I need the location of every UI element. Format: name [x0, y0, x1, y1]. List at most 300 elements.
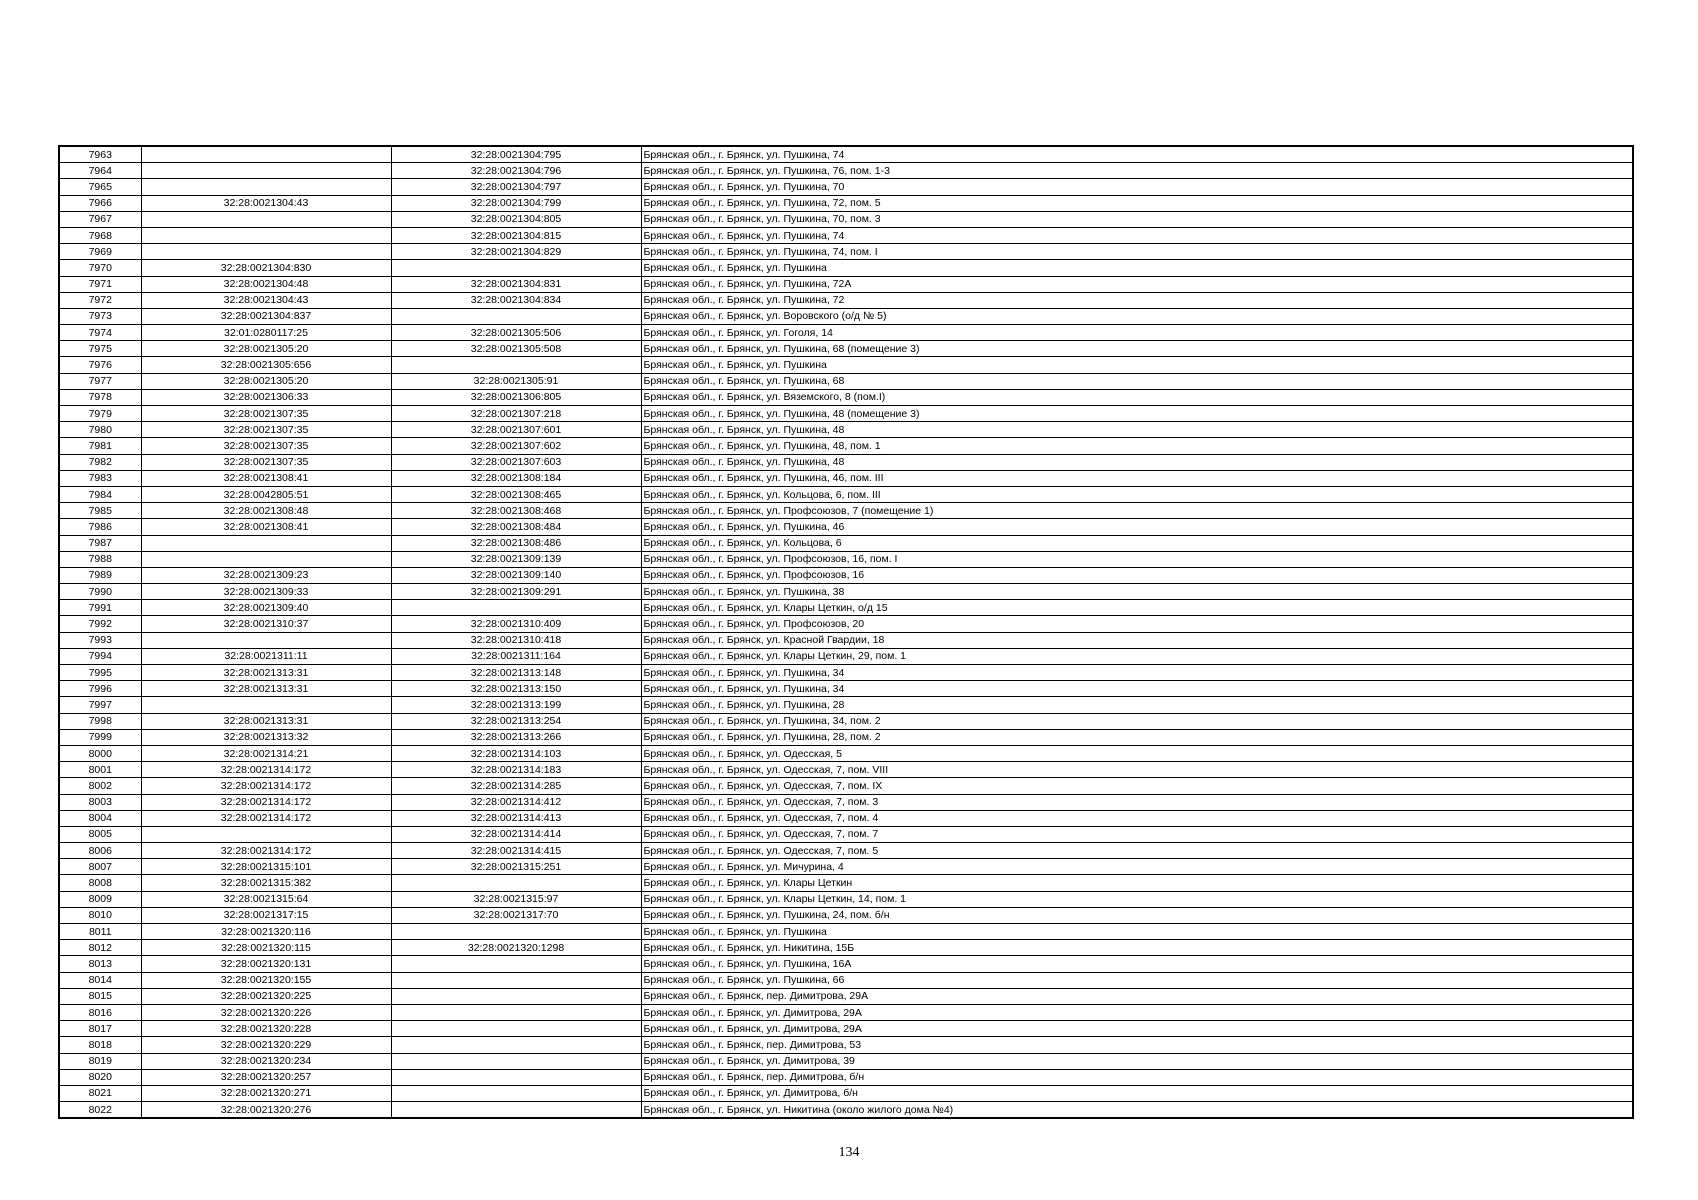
cadastral-number-cell: 32:28:0021309:291 — [391, 584, 641, 600]
table-row — [59, 1037, 1633, 1053]
parent-cadastral-number-cell: 32:28:0021320:229 — [141, 1037, 391, 1053]
table-row — [59, 406, 1633, 422]
table-row — [59, 859, 1633, 875]
table-row — [59, 891, 1633, 907]
row-number-cell: 8011 — [59, 924, 141, 940]
row-number-cell: 7988 — [59, 551, 141, 567]
cadastral-number-cell — [391, 1102, 641, 1119]
cadastral-number-cell — [391, 875, 641, 891]
row-number-cell: 7976 — [59, 357, 141, 373]
table-row — [59, 681, 1633, 697]
parent-cadastral-number-cell: 32:01:0280117:25 — [141, 325, 391, 341]
parent-cadastral-number-cell: 32:28:0021314:172 — [141, 843, 391, 859]
parent-cadastral-number-cell — [141, 632, 391, 648]
parent-cadastral-number-cell: 32:28:0021307:35 — [141, 406, 391, 422]
address-cell: Брянская обл., г. Брянск, ул. Клары Цеткин, о/д 15 — [641, 600, 1633, 616]
parent-cadastral-number-cell: 32:28:0021306:33 — [141, 389, 391, 405]
address-cell: Брянская обл., г. Брянск, ул. Пушкина, 76, пом. 1-3 — [641, 163, 1633, 179]
table-row — [59, 292, 1633, 308]
address-cell: Брянская обл., г. Брянск, ул. Пушкина, 74, пом. I — [641, 244, 1633, 260]
row-number-cell: 7984 — [59, 486, 141, 502]
table-row — [59, 341, 1633, 357]
parent-cadastral-number-cell: 32:28:0021314:172 — [141, 762, 391, 778]
table-row — [59, 503, 1633, 519]
address-cell: Брянская обл., г. Брянск, ул. Пушкина, 68 (помещение 3) — [641, 341, 1633, 357]
row-number-cell: 7978 — [59, 389, 141, 405]
row-number-cell: 8007 — [59, 859, 141, 875]
table-row — [59, 1069, 1633, 1085]
row-number-cell: 8008 — [59, 875, 141, 891]
cadastral-number-cell — [391, 357, 641, 373]
row-number-cell: 7972 — [59, 292, 141, 308]
row-number-cell: 8003 — [59, 794, 141, 810]
address-cell: Брянская обл., г. Брянск, ул. Одесская, 7, пом. 4 — [641, 810, 1633, 826]
address-cell: Брянская обл., г. Брянск, ул. Гоголя, 14 — [641, 325, 1633, 341]
row-number-cell: 8014 — [59, 972, 141, 988]
row-number-cell: 7998 — [59, 713, 141, 729]
address-cell: Брянская обл., г. Брянск, ул. Пушкина, 48 — [641, 454, 1633, 470]
cadastral-number-cell: 32:28:0021307:218 — [391, 406, 641, 422]
parent-cadastral-number-cell — [141, 146, 391, 163]
row-number-cell: 7989 — [59, 567, 141, 583]
parent-cadastral-number-cell: 32:28:0021304:43 — [141, 292, 391, 308]
table-row — [59, 665, 1633, 681]
address-cell: Брянская обл., г. Брянск, ул. Пушкина, 28 — [641, 697, 1633, 713]
page-number: 134 — [838, 1145, 860, 1160]
row-number-cell: 7980 — [59, 422, 141, 438]
table-row — [59, 195, 1633, 211]
cadastral-number-cell: 32:28:0021309:140 — [391, 567, 641, 583]
parent-cadastral-number-cell: 32:28:0021320:257 — [141, 1069, 391, 1085]
cadastral-number-cell: 32:28:0021317:70 — [391, 907, 641, 923]
row-number-cell: 7995 — [59, 665, 141, 681]
table-row — [59, 956, 1633, 972]
table-row — [59, 697, 1633, 713]
row-number-cell: 8000 — [59, 745, 141, 761]
parent-cadastral-number-cell: 32:28:0021304:48 — [141, 276, 391, 292]
parent-cadastral-number-cell: 32:28:0021320:116 — [141, 924, 391, 940]
parent-cadastral-number-cell: 32:28:0021320:271 — [141, 1085, 391, 1101]
parent-cadastral-number-cell: 32:28:0021320:228 — [141, 1021, 391, 1037]
parent-cadastral-number-cell: 32:28:0021305:20 — [141, 341, 391, 357]
parent-cadastral-number-cell: 32:28:0021320:234 — [141, 1053, 391, 1069]
table-row — [59, 632, 1633, 648]
cadastral-number-cell: 32:28:0021314:413 — [391, 810, 641, 826]
address-cell: Брянская обл., г. Брянск, ул. Одесская, 7, пом. 3 — [641, 794, 1633, 810]
parent-cadastral-number-cell — [141, 551, 391, 567]
table-row — [59, 600, 1633, 616]
row-number-cell: 7991 — [59, 600, 141, 616]
cadastral-number-cell: 32:28:0021308:184 — [391, 470, 641, 486]
row-number-cell: 7967 — [59, 211, 141, 227]
table-body — [59, 146, 1633, 1118]
cadastral-number-cell: 32:28:0021310:409 — [391, 616, 641, 632]
row-number-cell: 7997 — [59, 697, 141, 713]
table-row — [59, 519, 1633, 535]
cadastral-number-cell: 32:28:0021314:103 — [391, 745, 641, 761]
table-row — [59, 260, 1633, 276]
parent-cadastral-number-cell: 32:28:0021315:64 — [141, 891, 391, 907]
table-row — [59, 972, 1633, 988]
parent-cadastral-number-cell: 32:28:0021305:20 — [141, 373, 391, 389]
row-number-cell: 7963 — [59, 146, 141, 163]
cadastral-number-cell: 32:28:0021309:139 — [391, 551, 641, 567]
row-number-cell: 7987 — [59, 535, 141, 551]
row-number-cell: 7986 — [59, 519, 141, 535]
parent-cadastral-number-cell: 32:28:0021309:40 — [141, 600, 391, 616]
row-number-cell: 8022 — [59, 1102, 141, 1119]
cadastral-number-cell — [391, 260, 641, 276]
address-cell: Брянская обл., г. Брянск, ул. Пушкина, 74 — [641, 227, 1633, 243]
row-number-cell: 7977 — [59, 373, 141, 389]
cadastral-number-cell — [391, 972, 641, 988]
address-cell: Брянская обл., г. Брянск, ул. Одесская, 5 — [641, 745, 1633, 761]
address-cell: Брянская обл., г. Брянск, ул. Пушкина, 72А — [641, 276, 1633, 292]
cadastral-number-cell: 32:28:0021304:795 — [391, 146, 641, 163]
address-cell: Брянская обл., г. Брянск, ул. Пушкина, 70, пом. 3 — [641, 211, 1633, 227]
address-cell: Брянская обл., г. Брянск, ул. Пушкина, 74 — [641, 146, 1633, 163]
address-cell: Брянская обл., г. Брянск, ул. Димитрова, б/н — [641, 1085, 1633, 1101]
cadastral-number-cell: 32:28:0021313:254 — [391, 713, 641, 729]
parent-cadastral-number-cell: 32:28:0021308:41 — [141, 470, 391, 486]
cadastral-number-cell: 32:28:0021310:418 — [391, 632, 641, 648]
address-cell: Брянская обл., г. Брянск, ул. Профсоюзов, 7 (помещение 1) — [641, 503, 1633, 519]
cadastral-number-cell — [391, 988, 641, 1004]
row-number-cell: 7983 — [59, 470, 141, 486]
address-cell: Брянская обл., г. Брянск, ул. Пушкина — [641, 924, 1633, 940]
address-cell: Брянская обл., г. Брянск, ул. Пушкина, 68 — [641, 373, 1633, 389]
parent-cadastral-number-cell — [141, 535, 391, 551]
row-number-cell: 7996 — [59, 681, 141, 697]
parent-cadastral-number-cell: 32:28:0021309:33 — [141, 584, 391, 600]
address-cell: Брянская обл., г. Брянск, ул. Пушкина, 70 — [641, 179, 1633, 195]
parent-cadastral-number-cell: 32:28:0021307:35 — [141, 438, 391, 454]
row-number-cell: 7966 — [59, 195, 141, 211]
row-number-cell: 8017 — [59, 1021, 141, 1037]
cadastral-number-cell — [391, 924, 641, 940]
row-number-cell: 7965 — [59, 179, 141, 195]
table-row — [59, 988, 1633, 1004]
table-row — [59, 308, 1633, 324]
address-cell: Брянская обл., г. Брянск, ул. Профсоюзов, 20 — [641, 616, 1633, 632]
parent-cadastral-number-cell: 32:28:0021308:41 — [141, 519, 391, 535]
cadastral-number-cell: 32:28:0021314:414 — [391, 826, 641, 842]
parent-cadastral-number-cell — [141, 227, 391, 243]
table-row — [59, 389, 1633, 405]
table-row — [59, 875, 1633, 891]
table-row — [59, 373, 1633, 389]
parent-cadastral-number-cell: 32:28:0021304:837 — [141, 308, 391, 324]
row-number-cell: 8004 — [59, 810, 141, 826]
parent-cadastral-number-cell — [141, 179, 391, 195]
cadastral-number-cell: 32:28:0021320:1298 — [391, 940, 641, 956]
cadastral-number-cell: 32:28:0021314:285 — [391, 778, 641, 794]
table-row — [59, 438, 1633, 454]
address-cell: Брянская обл., г. Брянск, ул. Вяземского, 8 (пом.I) — [641, 389, 1633, 405]
cadastral-number-cell: 32:28:0021304:805 — [391, 211, 641, 227]
table-row — [59, 454, 1633, 470]
parent-cadastral-number-cell: 32:28:0021315:382 — [141, 875, 391, 891]
table-row — [59, 940, 1633, 956]
cadastral-number-cell — [391, 1037, 641, 1053]
table-row — [59, 826, 1633, 842]
cadastral-number-cell: 32:28:0021314:415 — [391, 843, 641, 859]
address-cell: Брянская обл., г. Брянск, ул. Пушкина, 46 — [641, 519, 1633, 535]
cadastral-number-cell: 32:28:0021304:815 — [391, 227, 641, 243]
address-cell: Брянская обл., г. Брянск, ул. Пушкина, 38 — [641, 584, 1633, 600]
row-number-cell: 8021 — [59, 1085, 141, 1101]
row-number-cell: 8010 — [59, 907, 141, 923]
table-row — [59, 470, 1633, 486]
row-number-cell: 8020 — [59, 1069, 141, 1085]
address-cell: Брянская обл., г. Брянск, ул. Пушкина, 16А — [641, 956, 1633, 972]
table-row — [59, 1053, 1633, 1069]
address-cell: Брянская обл., г. Брянск, ул. Одесская, 7, пом. IX — [641, 778, 1633, 794]
parent-cadastral-number-cell: 32:28:0021313:32 — [141, 729, 391, 745]
table-row — [59, 1102, 1633, 1119]
table-row — [59, 616, 1633, 632]
address-cell: Брянская обл., г. Брянск, ул. Никитина (около жилого дома №4) — [641, 1102, 1633, 1119]
table-row — [59, 1004, 1633, 1020]
address-cell: Брянская обл., г. Брянск, ул. Мичурина, 4 — [641, 859, 1633, 875]
parent-cadastral-number-cell: 32:28:0021314:172 — [141, 794, 391, 810]
row-number-cell: 8009 — [59, 891, 141, 907]
row-number-cell: 8013 — [59, 956, 141, 972]
table-row — [59, 1085, 1633, 1101]
cadastral-number-cell: 32:28:0021314:183 — [391, 762, 641, 778]
row-number-cell: 7975 — [59, 341, 141, 357]
address-cell: Брянская обл., г. Брянск, ул. Пушкина, 46, пом. III — [641, 470, 1633, 486]
row-number-cell: 8019 — [59, 1053, 141, 1069]
cadastral-number-cell: 32:28:0021304:797 — [391, 179, 641, 195]
parent-cadastral-number-cell: 32:28:0021320:225 — [141, 988, 391, 1004]
table-row — [59, 535, 1633, 551]
table-row — [59, 211, 1633, 227]
table-row — [59, 551, 1633, 567]
address-cell: Брянская обл., г. Брянск, ул. Димитрова, 29А — [641, 1021, 1633, 1037]
cadastral-number-cell: 32:28:0021304:829 — [391, 244, 641, 260]
address-cell: Брянская обл., г. Брянск, ул. Пушкина, 48, пом. 1 — [641, 438, 1633, 454]
parent-cadastral-number-cell: 32:28:0021310:37 — [141, 616, 391, 632]
cadastral-number-cell: 32:28:0021305:508 — [391, 341, 641, 357]
parent-cadastral-number-cell: 32:28:0021320:131 — [141, 956, 391, 972]
row-number-cell: 7970 — [59, 260, 141, 276]
address-cell: Брянская обл., г. Брянск, ул. Пушкина — [641, 260, 1633, 276]
table-row — [59, 713, 1633, 729]
cadastral-number-cell — [391, 1085, 641, 1101]
parent-cadastral-number-cell: 32:28:0021314:21 — [141, 745, 391, 761]
row-number-cell: 8005 — [59, 826, 141, 842]
address-cell: Брянская обл., г. Брянск, ул. Кольцова, 6 — [641, 535, 1633, 551]
cadastral-number-cell: 32:28:0021304:799 — [391, 195, 641, 211]
parent-cadastral-number-cell: 32:28:0021320:155 — [141, 972, 391, 988]
table-row — [59, 745, 1633, 761]
cadastral-number-cell: 32:28:0021313:150 — [391, 681, 641, 697]
row-number-cell: 8001 — [59, 762, 141, 778]
cadastral-number-cell: 32:28:0021308:465 — [391, 486, 641, 502]
table-row — [59, 584, 1633, 600]
cadastral-number-cell: 32:28:0021304:796 — [391, 163, 641, 179]
parent-cadastral-number-cell: 32:28:0021309:23 — [141, 567, 391, 583]
row-number-cell: 7973 — [59, 308, 141, 324]
cadastral-number-cell: 32:28:0021313:266 — [391, 729, 641, 745]
row-number-cell: 8002 — [59, 778, 141, 794]
row-number-cell: 8016 — [59, 1004, 141, 1020]
row-number-cell: 7992 — [59, 616, 141, 632]
parent-cadastral-number-cell: 32:28:0021313:31 — [141, 665, 391, 681]
cadastral-number-cell: 32:28:0021315:97 — [391, 891, 641, 907]
cadastral-number-cell — [391, 600, 641, 616]
address-cell: Брянская обл., г. Брянск, ул. Клары Цеткин, 14, пом. 1 — [641, 891, 1633, 907]
cadastral-number-cell: 32:28:0021315:251 — [391, 859, 641, 875]
cadastral-number-cell — [391, 1004, 641, 1020]
parent-cadastral-number-cell: 32:28:0021311:11 — [141, 648, 391, 664]
address-cell: Брянская обл., г. Брянск, ул. Клары Цеткин — [641, 875, 1633, 891]
table-row — [59, 778, 1633, 794]
parent-cadastral-number-cell: 32:28:0021307:35 — [141, 422, 391, 438]
address-cell: Брянская обл., г. Брянск, ул. Пушкина, 28, пом. 2 — [641, 729, 1633, 745]
address-cell: Брянская обл., г. Брянск, ул. Профсоюзов, 16, пом. I — [641, 551, 1633, 567]
row-number-cell: 7999 — [59, 729, 141, 745]
row-number-cell: 8018 — [59, 1037, 141, 1053]
parent-cadastral-number-cell: 32:28:0021320:276 — [141, 1102, 391, 1119]
row-number-cell: 8015 — [59, 988, 141, 1004]
parent-cadastral-number-cell: 32:28:0021307:35 — [141, 454, 391, 470]
address-cell: Брянская обл., г. Брянск, ул. Пушкина, 66 — [641, 972, 1633, 988]
row-number-cell: 7974 — [59, 325, 141, 341]
cadastral-number-cell — [391, 308, 641, 324]
table-row — [59, 1021, 1633, 1037]
table-row — [59, 276, 1633, 292]
table-row — [59, 762, 1633, 778]
address-cell: Брянская обл., г. Брянск, пер. Димитрова, 53 — [641, 1037, 1633, 1053]
cadastral-number-cell: 32:28:0021307:603 — [391, 454, 641, 470]
address-cell: Брянская обл., г. Брянск, ул. Воровского (о/д № 5) — [641, 308, 1633, 324]
parent-cadastral-number-cell — [141, 163, 391, 179]
parent-cadastral-number-cell — [141, 211, 391, 227]
address-cell: Брянская обл., г. Брянск, пер. Димитрова, 29А — [641, 988, 1633, 1004]
cadastral-number-cell: 32:28:0021308:484 — [391, 519, 641, 535]
cadastral-number-cell — [391, 1053, 641, 1069]
cadastral-number-cell: 32:28:0021304:831 — [391, 276, 641, 292]
parent-cadastral-number-cell: 32:28:0021320:115 — [141, 940, 391, 956]
address-cell: Брянская обл., г. Брянск, ул. Одесская, 7, пом. 5 — [641, 843, 1633, 859]
parent-cadastral-number-cell: 32:28:0042805:51 — [141, 486, 391, 502]
table-row — [59, 163, 1633, 179]
address-cell: Брянская обл., г. Брянск, ул. Красной Гвардии, 18 — [641, 632, 1633, 648]
row-number-cell: 8012 — [59, 940, 141, 956]
cadastral-number-cell: 32:28:0021307:601 — [391, 422, 641, 438]
property-register-table — [58, 145, 1634, 1119]
cadastral-number-cell: 32:28:0021305:91 — [391, 373, 641, 389]
row-number-cell: 7968 — [59, 227, 141, 243]
table-row — [59, 810, 1633, 826]
parent-cadastral-number-cell: 32:28:0021314:172 — [141, 810, 391, 826]
address-cell: Брянская обл., г. Брянск, ул. Профсоюзов, 16 — [641, 567, 1633, 583]
address-cell: Брянская обл., г. Брянск, ул. Пушкина, 34, пом. 2 — [641, 713, 1633, 729]
table-row — [59, 422, 1633, 438]
address-cell: Брянская обл., г. Брянск, ул. Пушкина, 34 — [641, 681, 1633, 697]
table-row — [59, 146, 1633, 163]
row-number-cell: 7964 — [59, 163, 141, 179]
cadastral-number-cell: 32:28:0021308:486 — [391, 535, 641, 551]
cadastral-number-cell: 32:28:0021313:199 — [391, 697, 641, 713]
cadastral-number-cell: 32:28:0021308:468 — [391, 503, 641, 519]
row-number-cell: 7985 — [59, 503, 141, 519]
address-cell: Брянская обл., г. Брянск, ул. Одесская, 7, пом. VIII — [641, 762, 1633, 778]
address-cell: Брянская обл., г. Брянск, пер. Димитрова, б/н — [641, 1069, 1633, 1085]
address-cell: Брянская обл., г. Брянск, ул. Клары Цеткин, 29, пом. 1 — [641, 648, 1633, 664]
table-row — [59, 179, 1633, 195]
cadastral-number-cell — [391, 1021, 641, 1037]
cadastral-number-cell — [391, 956, 641, 972]
parent-cadastral-number-cell: 32:28:0021305:656 — [141, 357, 391, 373]
address-cell: Брянская обл., г. Брянск, ул. Кольцова, 6, пом. III — [641, 486, 1633, 502]
cadastral-number-cell: 32:28:0021305:506 — [391, 325, 641, 341]
parent-cadastral-number-cell: 32:28:0021320:226 — [141, 1004, 391, 1020]
table-row — [59, 244, 1633, 260]
row-number-cell: 7982 — [59, 454, 141, 470]
cadastral-number-cell: 32:28:0021306:805 — [391, 389, 641, 405]
address-cell: Брянская обл., г. Брянск, ул. Одесская, 7, пом. 7 — [641, 826, 1633, 842]
table-row — [59, 486, 1633, 502]
parent-cadastral-number-cell: 32:28:0021314:172 — [141, 778, 391, 794]
parent-cadastral-number-cell: 32:28:0021304:43 — [141, 195, 391, 211]
table-row — [59, 357, 1633, 373]
row-number-cell: 7993 — [59, 632, 141, 648]
row-number-cell: 7994 — [59, 648, 141, 664]
row-number-cell: 7990 — [59, 584, 141, 600]
address-cell: Брянская обл., г. Брянск, ул. Пушкина, 24, пом. б/н — [641, 907, 1633, 923]
address-cell: Брянская обл., г. Брянск, ул. Пушкина, 48 (помещение 3) — [641, 406, 1633, 422]
parent-cadastral-number-cell: 32:28:0021315:101 — [141, 859, 391, 875]
address-cell: Брянская обл., г. Брянск, ул. Димитрова, 39 — [641, 1053, 1633, 1069]
cadastral-number-cell: 32:28:0021313:148 — [391, 665, 641, 681]
parent-cadastral-number-cell — [141, 697, 391, 713]
address-cell: Брянская обл., г. Брянск, ул. Димитрова, 29А — [641, 1004, 1633, 1020]
address-cell: Брянская обл., г. Брянск, ул. Никитина, 15Б — [641, 940, 1633, 956]
row-number-cell: 8006 — [59, 843, 141, 859]
parent-cadastral-number-cell — [141, 244, 391, 260]
parent-cadastral-number-cell: 32:28:0021313:31 — [141, 681, 391, 697]
address-cell: Брянская обл., г. Брянск, ул. Пушкина, 34 — [641, 665, 1633, 681]
table-row — [59, 648, 1633, 664]
table-row — [59, 907, 1633, 923]
table-row — [59, 227, 1633, 243]
address-cell: Брянская обл., г. Брянск, ул. Пушкина, 72, пом. 5 — [641, 195, 1633, 211]
cadastral-number-cell: 32:28:0021311:164 — [391, 648, 641, 664]
parent-cadastral-number-cell: 32:28:0021304:830 — [141, 260, 391, 276]
row-number-cell: 7979 — [59, 406, 141, 422]
table-row — [59, 794, 1633, 810]
table-row — [59, 567, 1633, 583]
parent-cadastral-number-cell: 32:28:0021317:15 — [141, 907, 391, 923]
cadastral-number-cell — [391, 1069, 641, 1085]
row-number-cell: 7981 — [59, 438, 141, 454]
cadastral-number-cell: 32:28:0021307:602 — [391, 438, 641, 454]
table-row — [59, 843, 1633, 859]
cadastral-number-cell: 32:28:0021304:834 — [391, 292, 641, 308]
parent-cadastral-number-cell — [141, 826, 391, 842]
parent-cadastral-number-cell: 32:28:0021308:48 — [141, 503, 391, 519]
row-number-cell: 7969 — [59, 244, 141, 260]
table-row — [59, 325, 1633, 341]
parent-cadastral-number-cell: 32:28:0021313:31 — [141, 713, 391, 729]
address-cell: Брянская обл., г. Брянск, ул. Пушкина, 48 — [641, 422, 1633, 438]
address-cell: Брянская обл., г. Брянск, ул. Пушкина — [641, 357, 1633, 373]
address-cell: Брянская обл., г. Брянск, ул. Пушкина, 72 — [641, 292, 1633, 308]
row-number-cell: 7971 — [59, 276, 141, 292]
